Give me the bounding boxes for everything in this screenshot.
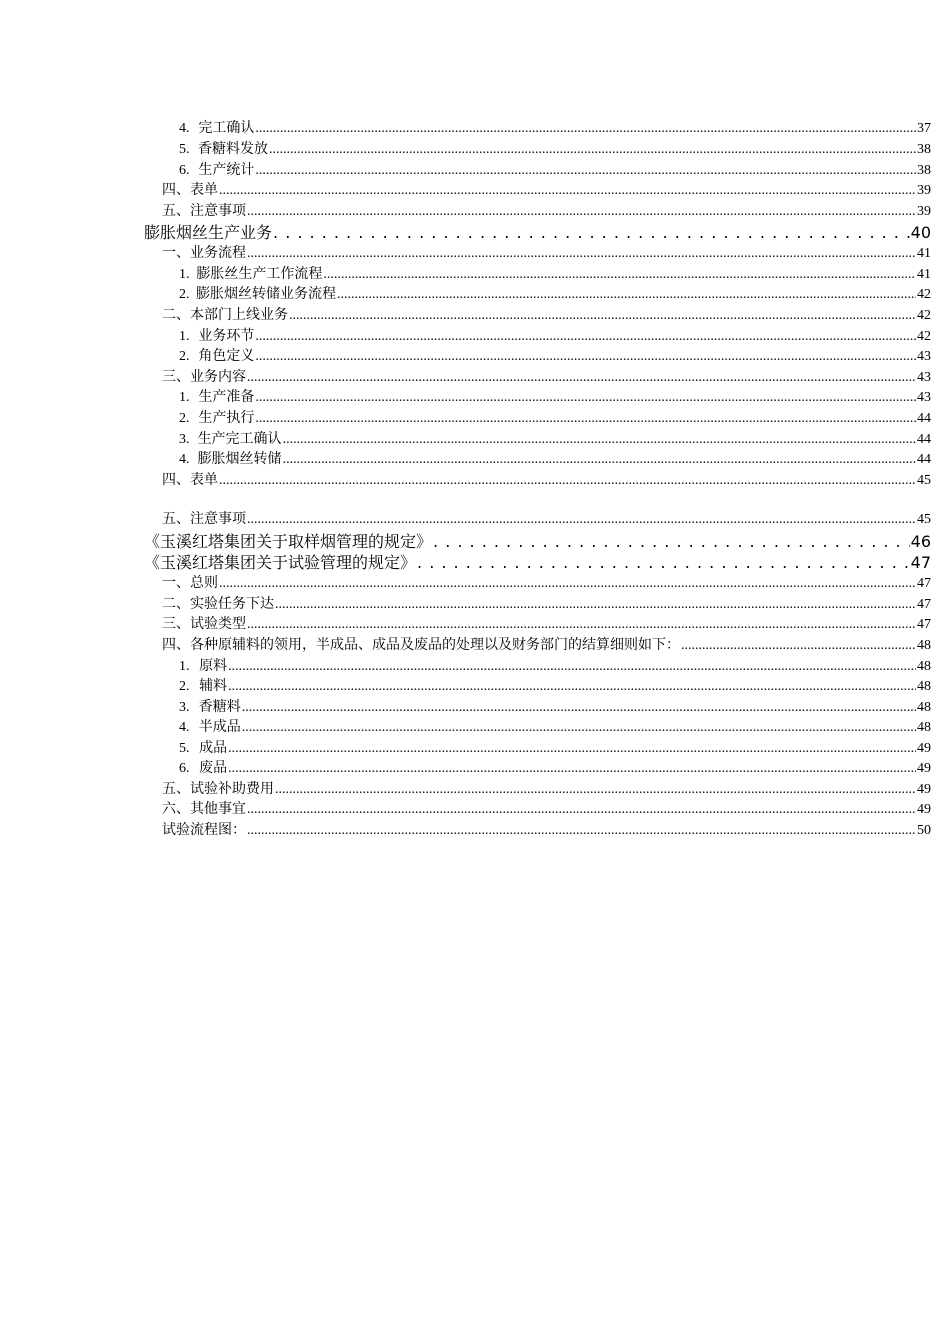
toc-entry-title: 成品: [199, 741, 228, 756]
toc-entry-number: 一、: [162, 246, 190, 261]
toc-entry-number: 3.: [179, 432, 190, 447]
toc-entry[interactable]: [179, 283, 931, 303]
toc-entry[interactable]: [179, 345, 931, 365]
toc-entry-title: 注意事项: [190, 512, 246, 527]
toc-entry-page-number: 40: [910, 223, 931, 242]
toc-entry-page-number: 39: [917, 204, 931, 219]
toc-entry-title: 试验类型: [190, 617, 246, 632]
toc-entry[interactable]: [179, 117, 931, 137]
toc-entry-number: 1.: [179, 329, 190, 344]
toc-entry-title: 生产准备: [198, 390, 255, 405]
toc-dot-leader: [247, 617, 916, 633]
toc-entry-number: 2.: [179, 349, 190, 364]
toc-entry-page-number: 48: [917, 700, 931, 715]
toc-dot-leader: [269, 142, 916, 158]
toc-entry-number: 四、: [162, 638, 190, 653]
toc-dot-leader: [255, 349, 916, 365]
toc-entry[interactable]: [162, 304, 931, 324]
toc-entry-title: 生产执行: [198, 411, 255, 426]
toc-entry-page-number: 47: [910, 553, 931, 572]
toc-entry-title: 业务流程: [190, 246, 246, 261]
toc-entry-page-number: 48: [917, 720, 931, 735]
toc-entry[interactable]: [179, 757, 931, 777]
toc-entry[interactable]: [162, 572, 931, 592]
toc-dot-leader: [242, 700, 916, 716]
toc-entry-page-number: 43: [917, 370, 931, 385]
toc-dot-leader: [247, 512, 916, 528]
toc-entry[interactable]: [179, 386, 931, 406]
toc-entry-number: 二、: [162, 308, 190, 323]
toc-entry[interactable]: [162, 242, 931, 262]
toc-entry[interactable]: [162, 634, 931, 654]
toc-entry-page-number: 39: [917, 183, 931, 198]
toc-entry[interactable]: [179, 655, 931, 675]
toc-entry-page-number: 42: [917, 308, 931, 323]
toc-dot-leader: [247, 246, 916, 262]
toc-entry[interactable]: [162, 508, 931, 528]
toc-entry-title: 注意事项: [190, 204, 246, 219]
toc-entry-page-number: 38: [917, 142, 931, 157]
toc-entry-number: 五、: [162, 512, 190, 527]
toc-entry-number: 二、: [162, 597, 190, 612]
toc-dot-leader: [219, 473, 916, 489]
toc-entry[interactable]: [162, 366, 931, 386]
toc-entry-page-number: 38: [917, 163, 931, 178]
toc-entry-page-number: 41: [917, 246, 931, 261]
toc-dot-leader: [283, 452, 916, 468]
toc-entry[interactable]: [179, 696, 931, 716]
toc-entry-page-number: 44: [917, 411, 931, 426]
toc-entry[interactable]: [162, 593, 931, 613]
toc-dot-leader: [255, 411, 916, 427]
toc-entry-title: 总则: [190, 576, 218, 591]
toc-entry-title: 膨胀烟丝转储: [197, 452, 282, 467]
toc-entry-page-number: 47: [917, 617, 931, 632]
toc-entry-number: 4.: [179, 452, 190, 467]
toc-entry-page-number: 49: [917, 741, 931, 756]
toc-entry-page-number: 45: [917, 473, 931, 488]
toc-entry-number: 五、: [162, 782, 190, 797]
toc-dot-leader: [247, 370, 916, 386]
toc-entry-number: 四、: [162, 183, 190, 198]
toc-entry[interactable]: [179, 428, 931, 448]
toc-dot-leader: [247, 802, 916, 818]
toc-dot-leader: [228, 659, 916, 675]
toc-entry-title: 原料: [199, 659, 228, 674]
toc-entry-number: 六、: [162, 802, 190, 817]
toc-entry[interactable]: [179, 675, 931, 695]
toc-dot-leader: [681, 638, 916, 654]
toc-entry-number: 1.: [179, 267, 190, 282]
toc-entry[interactable]: [162, 819, 931, 839]
toc-entry-title: 其他事宜: [190, 802, 246, 817]
toc-entry-title: 香糖料发放: [197, 142, 268, 157]
toc-entry-page-number: 41: [917, 267, 931, 282]
toc-entry-page-number: 37: [917, 121, 931, 136]
toc-entry-page-number: 43: [917, 390, 931, 405]
toc-entry-title: 表单: [190, 473, 218, 488]
toc-entry-page-number: 47: [917, 597, 931, 612]
toc-dot-leader: [228, 741, 916, 757]
toc-entry-title: 《玉溪红塔集团关于试验管理的规定》: [144, 553, 417, 572]
toc-entry-number: 一、: [162, 576, 190, 591]
toc-entry-number: 6.: [179, 163, 190, 178]
toc-dot-leader: [255, 390, 916, 406]
toc-entry-title: 试验补助费用: [190, 782, 274, 797]
toc-entry-title: 表单: [190, 183, 218, 198]
toc-entry[interactable]: [179, 325, 931, 345]
toc-entry-title: 角色定义: [198, 349, 255, 364]
toc-dot-leader: [283, 432, 916, 448]
toc-entry-number: 2.: [179, 411, 190, 426]
toc-dot-leader: [219, 576, 916, 592]
toc-entry-title: 《玉溪红塔集团关于取样烟管理的规定》: [144, 532, 433, 551]
toc-entry-page-number: 45: [917, 512, 931, 527]
toc-dot-leader: [247, 204, 916, 220]
toc-entry-number: 4.: [179, 720, 190, 735]
toc-dot-leader: [273, 223, 910, 242]
toc-entry-number: 三、: [162, 617, 190, 632]
toc-entry-title: 膨胀烟丝生产业务: [144, 223, 273, 242]
toc-entry-page-number: 49: [917, 802, 931, 817]
toc-entry[interactable]: [179, 263, 931, 283]
toc-entry[interactable]: [144, 529, 931, 552]
toc-dot-leader: [242, 720, 916, 736]
toc-entry-page-number: 48: [917, 679, 931, 694]
toc-entry-title: 生产统计: [198, 163, 255, 178]
toc-entry-number: 1.: [179, 390, 190, 405]
toc-dot-leader: [323, 267, 916, 283]
toc-dot-leader: [275, 597, 916, 613]
toc-entry-number: 2.: [179, 287, 190, 302]
toc-entry-title: 业务内容: [190, 370, 246, 385]
toc-entry-title: 本部门上线业务: [190, 308, 288, 323]
toc-entry[interactable]: [179, 407, 931, 427]
toc-entry-page-number: 42: [917, 287, 931, 302]
toc-entry[interactable]: [162, 798, 931, 818]
toc-entry-title: 膨胀烟丝转储业务流程: [195, 287, 336, 302]
toc-entry[interactable]: [144, 220, 931, 243]
toc-entry-title: 业务环节: [198, 329, 255, 344]
toc-entry-title: 完工确认: [198, 121, 255, 136]
toc-entry-number: 5.: [179, 142, 190, 157]
toc-entry-page-number: 46: [910, 532, 931, 551]
toc-entry[interactable]: [162, 200, 931, 220]
toc-entry[interactable]: [162, 613, 931, 633]
toc-dot-leader: [228, 761, 916, 777]
toc-dot-leader: [275, 782, 916, 798]
toc-entry[interactable]: [162, 778, 931, 798]
toc-entry[interactable]: [179, 159, 931, 179]
toc-entry-page-number: 42: [917, 329, 931, 344]
toc-entry-title: 试验流程图：: [162, 823, 246, 838]
toc-entry-number: 2.: [179, 679, 190, 694]
toc-entry-title: 辅料: [199, 679, 228, 694]
toc-entry[interactable]: [179, 138, 931, 158]
toc-entry-number: 四、: [162, 473, 190, 488]
toc-dot-leader: [255, 329, 916, 345]
toc-entry-page-number: 48: [917, 638, 931, 653]
toc-entry-title: 废品: [199, 761, 228, 776]
toc-entry-page-number: 44: [917, 452, 931, 467]
toc-entry[interactable]: [144, 550, 931, 573]
toc-dot-leader: [417, 553, 910, 572]
toc-dot-leader: [247, 823, 916, 839]
toc-entry-title: 半成品: [198, 720, 241, 735]
toc-entry-page-number: 50: [917, 823, 931, 838]
toc-entry-number: 5.: [179, 741, 190, 756]
toc-entry-page-number: 47: [917, 576, 931, 591]
toc-dot-leader: [228, 679, 916, 695]
toc-entry-number: 五、: [162, 204, 190, 219]
toc-entry-page-number: 44: [917, 432, 931, 447]
toc-entry-page-number: 43: [917, 349, 931, 364]
toc-entry-page-number: 49: [917, 761, 931, 776]
toc-entry-number: 3.: [179, 700, 190, 715]
toc-dot-leader: [337, 287, 916, 303]
toc-entry-number: 6.: [179, 761, 190, 776]
toc-entry-number: 4.: [179, 121, 190, 136]
toc-entry-title: 膨胀丝生产工作流程: [196, 267, 323, 282]
toc-dot-leader: [289, 308, 916, 324]
toc-dot-leader: [433, 532, 910, 551]
toc-entry-title: 各种原辅料的领用，半成品、成品及废品的处理以及财务部门的结算细则如下：: [190, 638, 680, 653]
toc-entry[interactable]: [179, 716, 931, 736]
toc-entry-title: 实验任务下达: [190, 597, 274, 612]
toc-dot-leader: [219, 183, 916, 199]
toc-dot-leader: [255, 121, 916, 137]
toc-dot-leader: [255, 163, 916, 179]
toc-entry-title: 香糖料: [198, 700, 241, 715]
toc-entry[interactable]: [162, 469, 931, 489]
toc-entry[interactable]: [162, 179, 931, 199]
toc-entry[interactable]: [179, 737, 931, 757]
toc-entry-number: 1.: [179, 659, 190, 674]
toc-entry-page-number: 49: [917, 782, 931, 797]
toc-entry-title: 生产完工确认: [197, 432, 282, 447]
toc-entry-page-number: 48: [917, 659, 931, 674]
toc-entry[interactable]: [179, 448, 931, 468]
toc-entry-number: 三、: [162, 370, 190, 385]
